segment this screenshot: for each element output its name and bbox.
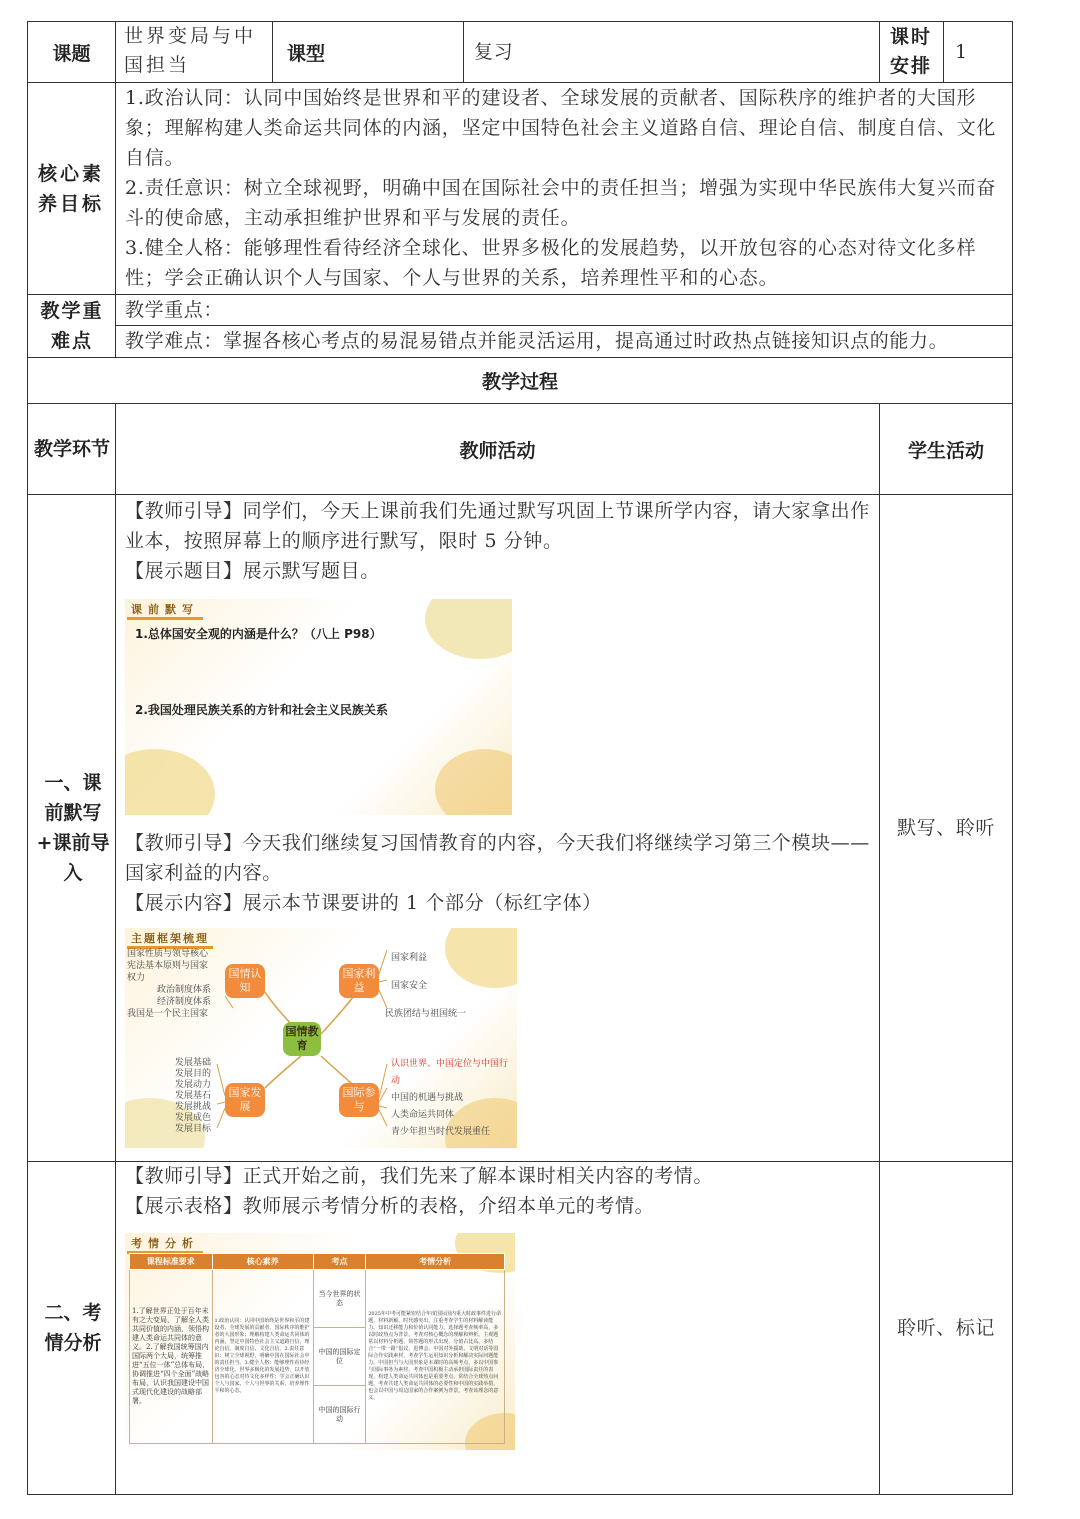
grid-line (27, 494, 1013, 495)
grid-line (115, 403, 116, 1495)
table-cell-standard: 1.了解世界正处于百年未有之大变局，了解全人类共同价值的内涵，领悟构建人类命运共同体的意义。2.了解我国统筹国内国际两个大局，统筹推进“五位一体”总体布局，协调推进“四个全面”战略布局，认识我国建设中国式现代化建设的战略部署。 (130, 1270, 213, 1444)
mindmap-item: 青少年担当时代发展重任 (391, 1127, 491, 1137)
mindmap-item: 经济制度体系 (157, 997, 212, 1007)
table-header: 课程标准要求 (130, 1254, 213, 1270)
dictation-question-1: 1.总体国安全观的内涵是什么？（八上 P98） (135, 627, 382, 641)
mindmap-item: 国家性质与领导核心 (127, 949, 209, 959)
mindmap-item: 发展目标 (175, 1124, 212, 1134)
node-center: 国情教育 (283, 1022, 321, 1056)
show-questions: 【展示题目】展示默写题目。 (125, 560, 380, 582)
teacher-guide-exam: 【教师引导】正式开始之前，我们先来了解本课时相关内容的考情。 (125, 1165, 714, 1187)
section2-teacher-guide (125, 1161, 873, 1221)
dictation-question-2: 2.我国处理民族关系的方针和社会主义民族关系 (135, 703, 388, 717)
goal-responsibility: 2.责任意识：树立全球视野，明确中国在国际社会中的责任担当；增强为实现中华民族伟大复兴而奋斗的使命感，主动承担维护世界和平与发展的责任。 (125, 177, 997, 229)
exam-analysis-table (129, 1253, 505, 1444)
section1-teacher-guide (125, 496, 873, 586)
goal-personality: 3.健全人格：能够理性看待经济全球化、世界多极化的发展趋势，以开放包容的心态对待文化多样性；学会正确认识个人与国家、个人与世界的关系，培养理性平和的心态。 (125, 237, 977, 289)
section1-teacher-review (125, 828, 873, 918)
schedule-value: 1 (955, 41, 968, 63)
table-cell-topic: 中国的国际行动 (313, 1386, 366, 1444)
grid-line (27, 1494, 1013, 1495)
slide-tag: 考情分析 (127, 1235, 203, 1254)
mindmap-item: 权力 (127, 973, 146, 983)
node-national-interest: 国家利益 (339, 964, 379, 998)
mindmap-left-bottom (175, 1058, 211, 1135)
mindmap-item: 国家利益 (391, 953, 428, 963)
grid-line (463, 21, 464, 82)
type-value: 复习 (474, 41, 514, 63)
teacher-guide-review: 【教师引导】今天我们继续复习国情教育的内容，今天我们将继续学习第三个模块——国家利益的内容。 (125, 832, 870, 884)
mindmap-item: 发展挑战 (175, 1102, 212, 1112)
mindmap-item-highlighted: 认识世界、中国定位与中国行动 (391, 1059, 509, 1086)
section2-stage: 二、考情分析 (44, 1302, 102, 1354)
grid-line (272, 21, 273, 82)
teaching-difficulty: 教学难点：掌握各核心考点的易混易错点并能灵活运用，提高通过时政热点链接知识点的能力。 (125, 330, 949, 352)
section2-student-activity: 聆听、标记 (896, 1317, 995, 1339)
table-cell-analysis: 2025年中考可能紧密结合年度国际国内重大时政事件进行命题，材料新颖、时代感突出，注重考查学生的材料解读能力、知识迁移能力和价值认同能力。选择题考查频率高，多以时政热点为背景，考查对核心概念的理解和辨析。主观题常以材料分析题、简答题的形式出现，分值占比高。多结合“一带一路”倡议、进博会、中国对外援助、文明对话等国际合作实践素材，考查学生运用知识分析和解决实际问题能力。中国担当与大国形象是本课时的高频考点，多以中国参与国际事务为素材，考查中国积极主动承担国际责任的表现。构建人类命运共同体也是重要考点，常结合全球热点问题，考查共建人类命运共同体的必要性和中国的实践举措，也会以中国与周边国家的合作案例为背景，考查该理念的意义。 (366, 1270, 505, 1444)
mindmap-right-top (385, 944, 467, 1028)
grid-line (943, 21, 944, 82)
table-cell-topic: 当今世界的状态 (313, 1270, 366, 1328)
mindmap-item: 发展目的 (175, 1069, 212, 1079)
mindmap-item: 发展基石 (175, 1091, 212, 1101)
topic-label: 课题 (52, 42, 91, 65)
table-header: 核心素养 (212, 1254, 313, 1270)
teacher-guide-dictation: 【教师引导】同学们，今天上课前我们先通过默写巩固上节课所学内容，请大家拿出作业本，按照屏幕上的顺序进行默写，限时 5 分钟。 (125, 500, 870, 552)
slide-tag: 主题框架梳理 (127, 930, 213, 949)
exam-analysis-slide (125, 1233, 515, 1450)
table-header: 考情分析 (366, 1254, 505, 1270)
node-national-development: 国家发展 (225, 1083, 265, 1117)
col-stage-header: 教学环节 (34, 438, 111, 460)
mindmap-right-bottom (391, 1056, 515, 1141)
section1-stage: 一、课前默写+课前导入 (36, 772, 110, 884)
dictation-slide (125, 599, 512, 815)
mindmap-item: 政治制度体系 (157, 985, 212, 995)
grid-line (879, 21, 880, 82)
mindmap-item: 民族团结与祖国统一 (385, 1009, 467, 1019)
mindmap-item: 中国的机遇与挑战 (391, 1093, 464, 1103)
mindmap-left-top (127, 948, 211, 1020)
goal-political: 1.政治认同：认同中国始终是世界和平的建设者、全球发展的贡献者、国际秩序的维护者的大国形象；理解构建人类命运共同体的内涵，坚定中国特色社会主义道路自信、理论自信、制度自信、文化自信。 (125, 87, 997, 169)
mindmap-item: 发展成色 (175, 1113, 212, 1123)
mindmap-item: 人类命运共同体 (391, 1110, 455, 1120)
topic-value: 世界变局与中国担当 (124, 25, 257, 76)
grid-line (115, 21, 116, 357)
mindmap-item: 宪法基本原则与国家 (127, 961, 209, 971)
mindmap-item: 发展基础 (175, 1058, 212, 1068)
framework-slide (125, 928, 517, 1148)
col-student-header: 学生活动 (907, 439, 984, 462)
key-points-label: 教学重难点 (40, 300, 104, 352)
mindmap-item: 国家安全 (391, 981, 428, 991)
schedule-label: 课时安排 (889, 26, 932, 77)
show-table: 【展示表格】教师展示考情分析的表格，介绍本单元的考情。 (125, 1195, 655, 1217)
node-national-awareness: 国情认知 (225, 964, 265, 998)
table-cell-literacy: 1.政治认同：认同中国始终是世界和平的建设者、全球发展的贡献者、国际秩序的维护者的大国形象；理解构建人类命运共同体的内涵，坚定中国特色社会主义道路自信、理论自信、制度自信、文化自信。2.责任意识：树立全球视野，明确中国在国际社会中的责任担当。3.健全人格：能够理性看待经济全球化、世界多极化的发展趋势，以开放包容的心态对待文化多样性；学会正确认识个人与国家、个人与世界的关系，培养理性平和的心态。 (212, 1270, 313, 1444)
section1-student-activity: 默写、聆听 (896, 817, 995, 839)
process-title: 教学过程 (481, 371, 558, 393)
show-content: 【展示内容】展示本节课要讲的 1 个部分（标红字体） (125, 892, 602, 914)
slide-tag: 课前默写 (127, 601, 203, 620)
type-label: 课型 (287, 42, 326, 65)
leaf-decoration (425, 599, 512, 659)
teaching-focus: 教学重点： (125, 299, 224, 321)
col-teacher-header: 教师活动 (459, 439, 536, 462)
mindmap-item: 我国是一个民主国家 (127, 1009, 209, 1019)
grid-line (27, 21, 28, 1495)
leaf-decoration (125, 749, 215, 815)
leaf-decoration (435, 749, 512, 815)
mindmap-item: 发展动力 (175, 1080, 212, 1090)
goals-content (125, 83, 1005, 294)
exam-table-wrap (129, 1253, 505, 1445)
node-international-participation: 国际参与 (339, 1083, 379, 1117)
goals-label: 核心素养目标 (37, 162, 104, 215)
table-cell-topic: 中国的国际定位 (313, 1328, 366, 1386)
table-header: 考点 (313, 1254, 366, 1270)
grid-line (1012, 21, 1013, 1495)
